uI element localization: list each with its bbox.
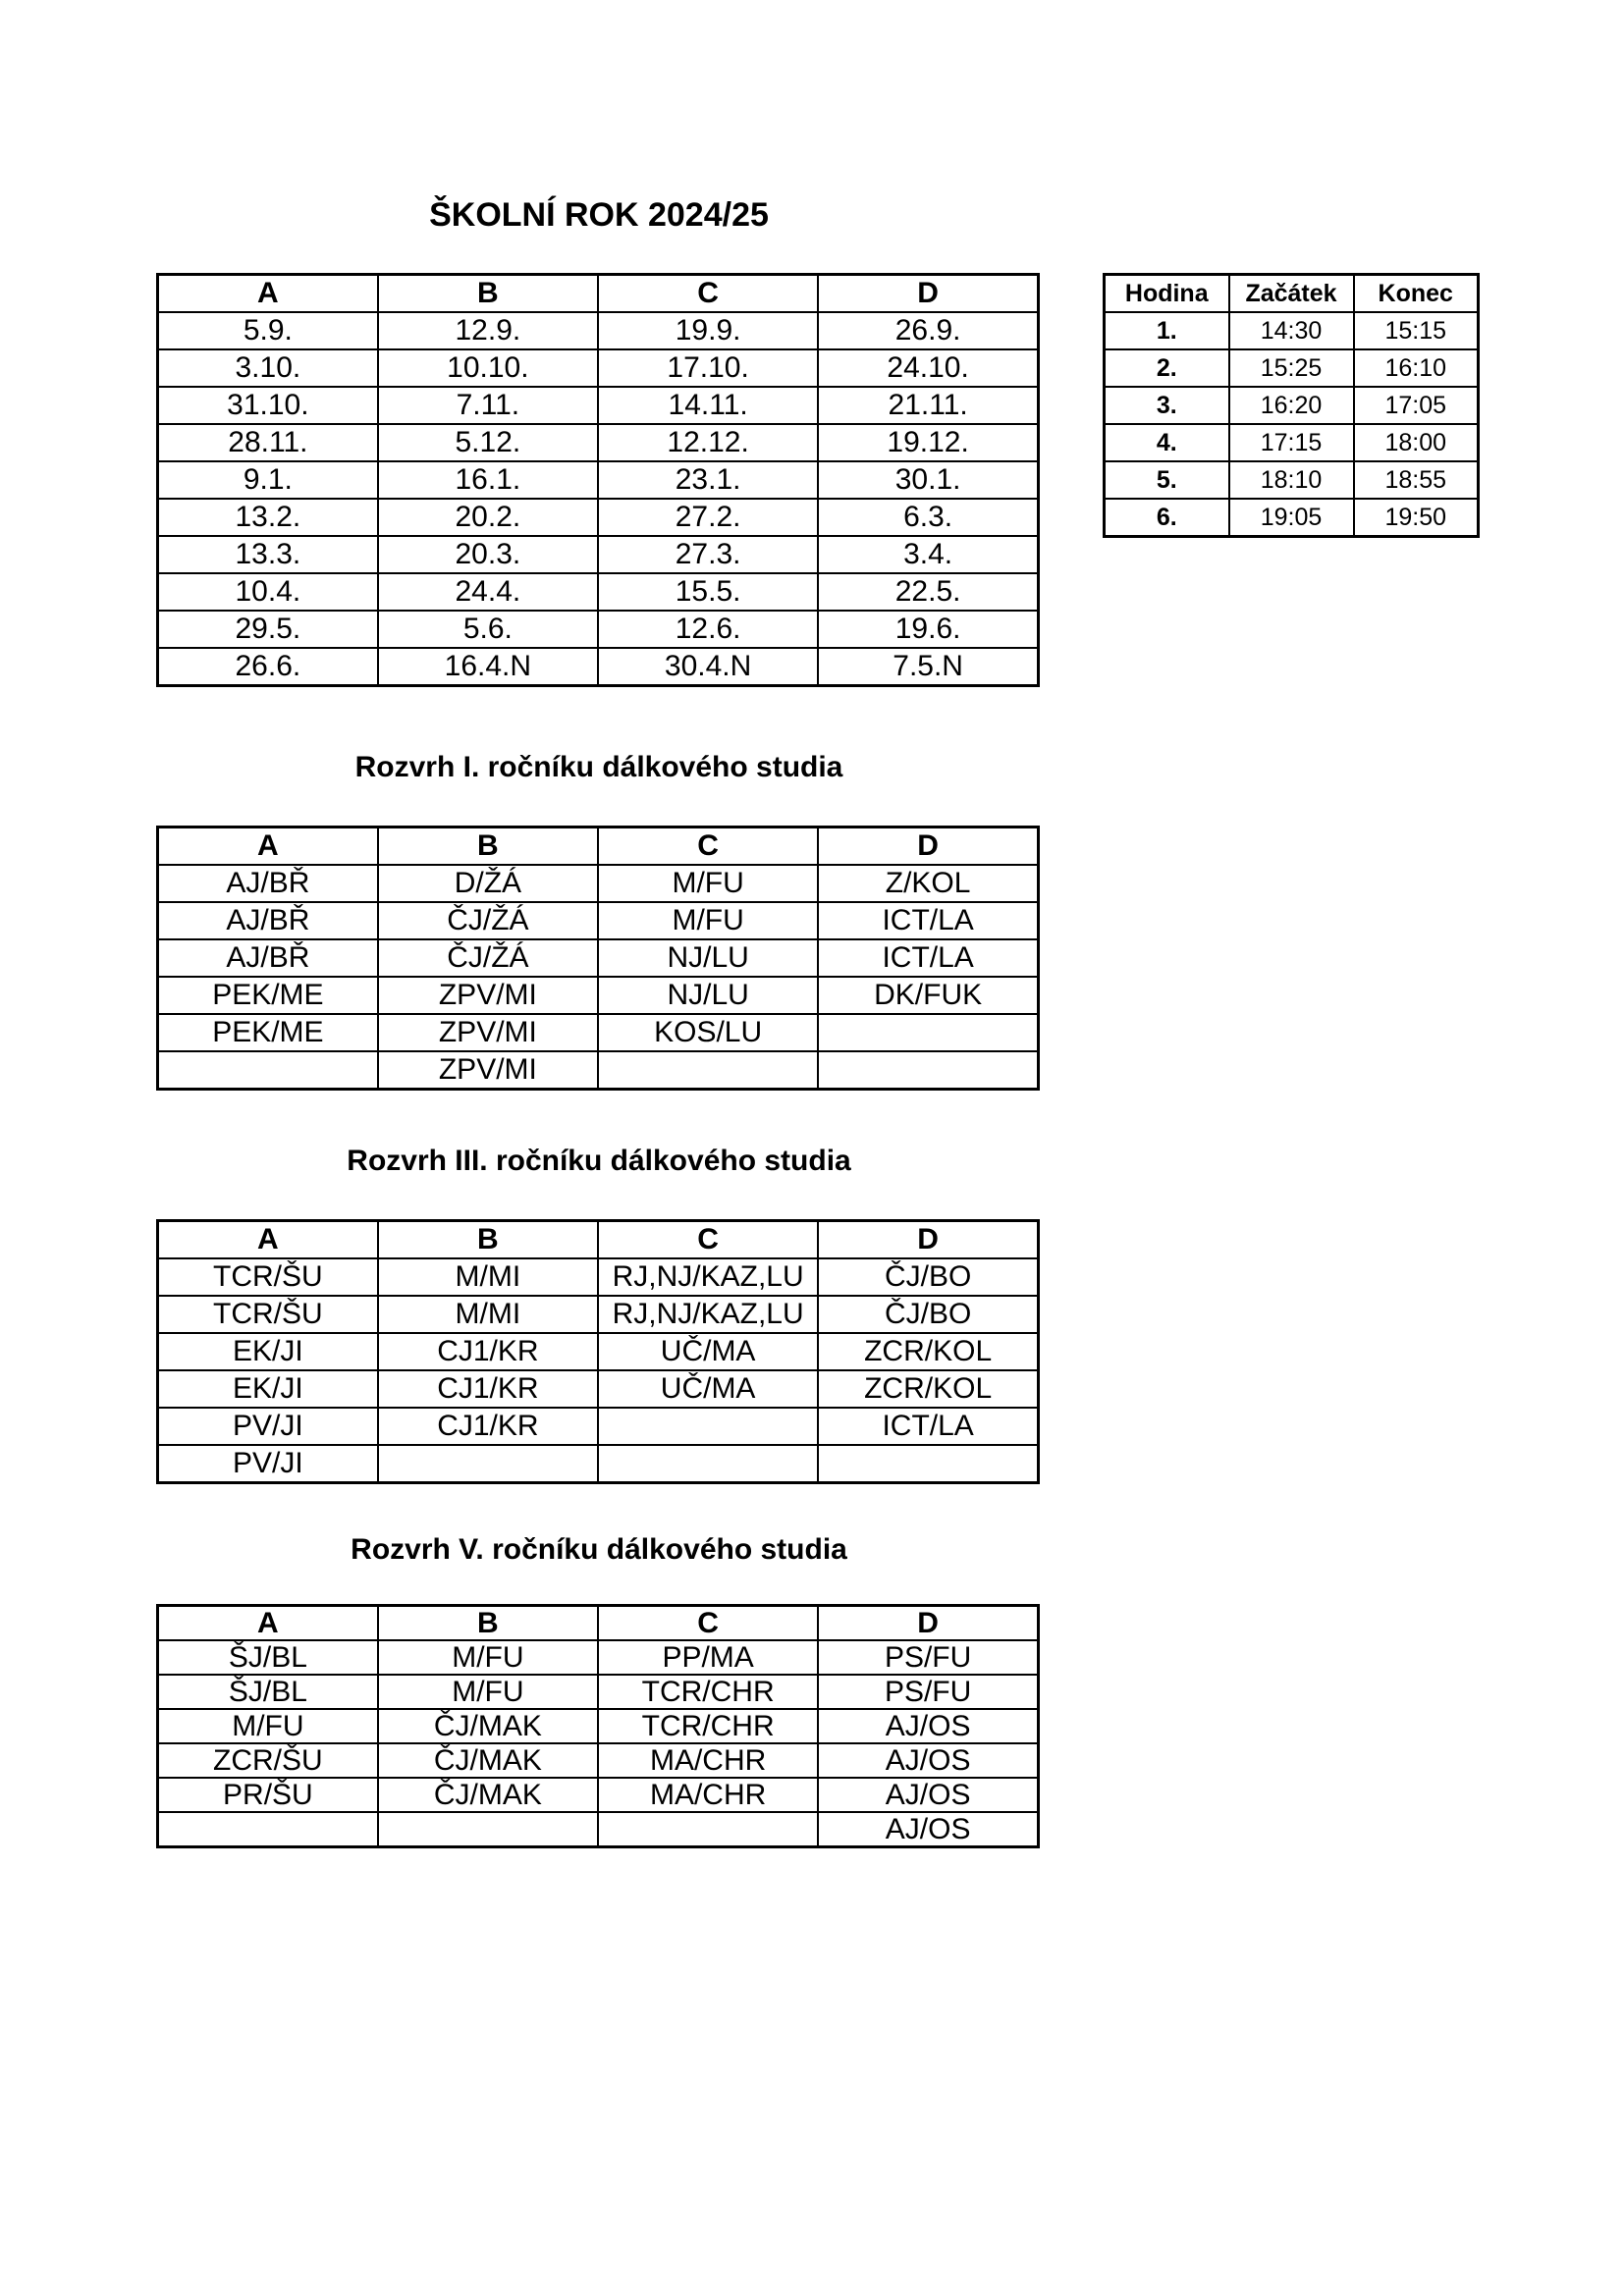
table-cell: 22.5. — [818, 573, 1038, 611]
table-cell: 16.1. — [378, 461, 598, 499]
column-header: D — [818, 828, 1038, 866]
table-cell — [818, 1445, 1038, 1483]
table-cell — [818, 1014, 1038, 1051]
table-header-row — [1105, 275, 1479, 313]
table-cell: EK/JI — [158, 1370, 378, 1408]
table-cell: AJ/BŘ — [158, 902, 378, 939]
table-cell: 23.1. — [598, 461, 818, 499]
column-header: C — [598, 1606, 818, 1641]
table-cell: PV/JI — [158, 1445, 378, 1483]
table-cell — [378, 1812, 598, 1847]
table-cell: 19.9. — [598, 312, 818, 349]
column-header: C — [598, 1221, 818, 1259]
table-row — [1105, 499, 1479, 537]
table-row — [158, 1675, 1039, 1709]
table-cell: Z/KOL — [818, 865, 1038, 902]
table-cell: 31.10. — [158, 387, 378, 424]
table-cell: 10.4. — [158, 573, 378, 611]
table-cell: M/FU — [378, 1675, 598, 1709]
table-cell: M/FU — [598, 865, 818, 902]
table-cell: ZCR/KOL — [818, 1333, 1038, 1370]
table-cell: 19.12. — [818, 424, 1038, 461]
rozvrh1-heading: Rozvrh I. ročníku dálkového studia — [354, 751, 843, 783]
table-cell: 3.4. — [818, 536, 1038, 573]
table-cell: ČJ/BO — [818, 1258, 1038, 1296]
table-cell: ZPV/MI — [378, 1051, 598, 1090]
table-cell: 6. — [1105, 499, 1229, 537]
column-header: B — [378, 1606, 598, 1641]
table-cell: 24.10. — [818, 349, 1038, 387]
table-cell: 20.3. — [378, 536, 598, 573]
table-cell: EK/JI — [158, 1333, 378, 1370]
table-cell: M/FU — [598, 902, 818, 939]
table-row — [158, 536, 1039, 573]
table-cell: 13.2. — [158, 499, 378, 536]
table-row — [1105, 424, 1479, 461]
table-cell: 14:30 — [1229, 312, 1354, 349]
column-header: D — [818, 1221, 1038, 1259]
table-cell: M/MI — [378, 1296, 598, 1333]
table-cell: TCR/ŠU — [158, 1258, 378, 1296]
table-cell: PV/JI — [158, 1408, 378, 1445]
table-row — [158, 1743, 1039, 1778]
table-cell — [598, 1408, 818, 1445]
column-header: D — [818, 275, 1038, 313]
table-cell: 12.12. — [598, 424, 818, 461]
table-row — [158, 865, 1039, 902]
table-cell: AJ/OS — [818, 1743, 1038, 1778]
table-cell: MA/CHR — [598, 1743, 818, 1778]
table-row — [158, 1445, 1039, 1483]
table-cell: ČJ/ŽÁ — [378, 939, 598, 977]
table-row — [158, 1333, 1039, 1370]
table-cell — [598, 1445, 818, 1483]
table-row — [158, 1640, 1039, 1675]
table-cell: UČ/MA — [598, 1333, 818, 1370]
table-row — [158, 461, 1039, 499]
table-row — [158, 902, 1039, 939]
table-row — [158, 1014, 1039, 1051]
column-header: D — [818, 1606, 1038, 1641]
table-cell: RJ,NJ/KAZ,LU — [598, 1296, 818, 1333]
table-cell — [158, 1812, 378, 1847]
table-cell: 6.3. — [818, 499, 1038, 536]
column-header: C — [598, 828, 818, 866]
column-header: Začátek — [1229, 275, 1354, 313]
table-row — [1105, 312, 1479, 349]
table-cell: ZCR/KOL — [818, 1370, 1038, 1408]
table-cell: 9.1. — [158, 461, 378, 499]
table-row — [158, 1709, 1039, 1743]
table-header-row — [158, 828, 1039, 866]
table-row — [158, 611, 1039, 648]
table-row — [158, 939, 1039, 977]
table-cell: UČ/MA — [598, 1370, 818, 1408]
table-cell: 30.1. — [818, 461, 1038, 499]
table-cell: 26.9. — [818, 312, 1038, 349]
table-cell: 15:15 — [1354, 312, 1479, 349]
table-cell: CJ1/KR — [378, 1333, 598, 1370]
table-cell: AJ/BŘ — [158, 865, 378, 902]
table-cell: ČJ/BO — [818, 1296, 1038, 1333]
rozvrh3-heading: Rozvrh III. ročníku dálkového studia — [347, 1145, 851, 1177]
table-row — [158, 1408, 1039, 1445]
table-header-row — [158, 1221, 1039, 1259]
rozvrh3-table — [156, 1219, 1040, 1484]
table-cell: D/ŽÁ — [378, 865, 598, 902]
table-row — [158, 349, 1039, 387]
table-cell: 5.6. — [378, 611, 598, 648]
table-cell: 10.10. — [378, 349, 598, 387]
table-cell: ČJ/MAK — [378, 1778, 598, 1812]
table-cell: 5. — [1105, 461, 1229, 499]
table-cell: 12.9. — [378, 312, 598, 349]
table-cell: AJ/OS — [818, 1812, 1038, 1847]
table-row — [158, 1296, 1039, 1333]
table-cell: 19:05 — [1229, 499, 1354, 537]
table-cell: DK/FUK — [818, 977, 1038, 1014]
table-cell: PS/FU — [818, 1675, 1038, 1709]
table-cell: 15.5. — [598, 573, 818, 611]
table-header-row — [158, 275, 1039, 313]
column-header: B — [378, 1221, 598, 1259]
table-cell: ŠJ/BL — [158, 1675, 378, 1709]
table-row — [1105, 461, 1479, 499]
table-row — [158, 1370, 1039, 1408]
table-cell: ŠJ/BL — [158, 1640, 378, 1675]
table-cell: 2. — [1105, 349, 1229, 387]
table-cell: AJ/BŘ — [158, 939, 378, 977]
table-cell: ICT/LA — [818, 939, 1038, 977]
table-cell: 4. — [1105, 424, 1229, 461]
table-cell: PS/FU — [818, 1640, 1038, 1675]
table-row — [158, 499, 1039, 536]
table-row — [158, 387, 1039, 424]
rozvrh5-table — [156, 1604, 1040, 1848]
table-cell: 24.4. — [378, 573, 598, 611]
table-cell: ICT/LA — [818, 902, 1038, 939]
table-cell — [378, 1445, 598, 1483]
table-row — [1105, 387, 1479, 424]
table-cell: 28.11. — [158, 424, 378, 461]
column-header: A — [158, 1606, 378, 1641]
table-cell: 16:10 — [1354, 349, 1479, 387]
table-cell: 17:05 — [1354, 387, 1479, 424]
table-cell: PP/MA — [598, 1640, 818, 1675]
table-cell: ZCR/ŠU — [158, 1743, 378, 1778]
hours-table — [1103, 273, 1480, 538]
table-cell: AJ/OS — [818, 1778, 1038, 1812]
table-cell: TCR/ŠU — [158, 1296, 378, 1333]
table-cell: 19:50 — [1354, 499, 1479, 537]
table-cell: PEK/ME — [158, 1014, 378, 1051]
table-cell: 14.11. — [598, 387, 818, 424]
column-header: B — [378, 275, 598, 313]
table-cell: ICT/LA — [818, 1408, 1038, 1445]
table-cell: 20.2. — [378, 499, 598, 536]
table-cell: PEK/ME — [158, 977, 378, 1014]
rozvrh5-heading: Rozvrh V. ročníku dálkového studia — [351, 1533, 847, 1566]
table-cell: M/FU — [158, 1709, 378, 1743]
column-header: A — [158, 828, 378, 866]
table-cell: 18:10 — [1229, 461, 1354, 499]
table-row — [158, 424, 1039, 461]
table-cell — [158, 1051, 378, 1090]
table-cell: 12.6. — [598, 611, 818, 648]
table-cell: 16.4.N — [378, 648, 598, 686]
table-row — [1105, 349, 1479, 387]
table-cell: 3. — [1105, 387, 1229, 424]
table-row — [158, 1812, 1039, 1847]
table-cell: 18:00 — [1354, 424, 1479, 461]
table-cell: ČJ/MAK — [378, 1743, 598, 1778]
table-row — [158, 977, 1039, 1014]
table-cell: M/FU — [378, 1640, 598, 1675]
table-cell: TCR/CHR — [598, 1675, 818, 1709]
table-cell: 3.10. — [158, 349, 378, 387]
table-cell: 18:55 — [1354, 461, 1479, 499]
table-cell: ZPV/MI — [378, 1014, 598, 1051]
table-row — [158, 1258, 1039, 1296]
table-cell: 27.3. — [598, 536, 818, 573]
table-row — [158, 648, 1039, 686]
table-cell: 7.5.N — [818, 648, 1038, 686]
table-row — [158, 312, 1039, 349]
column-header: Hodina — [1105, 275, 1229, 313]
table-row — [158, 573, 1039, 611]
table-cell: 15:25 — [1229, 349, 1354, 387]
table-cell: CJ1/KR — [378, 1370, 598, 1408]
table-cell: 13.3. — [158, 536, 378, 573]
table-cell: MA/CHR — [598, 1778, 818, 1812]
page-title: ŠKOLNÍ ROK 2024/25 — [429, 196, 769, 234]
table-cell: AJ/OS — [818, 1709, 1038, 1743]
table-cell: PR/ŠU — [158, 1778, 378, 1812]
table-row — [158, 1778, 1039, 1812]
table-cell: NJ/LU — [598, 977, 818, 1014]
table-cell: 16:20 — [1229, 387, 1354, 424]
table-cell: M/MI — [378, 1258, 598, 1296]
rozvrh1-table — [156, 826, 1040, 1091]
table-cell — [598, 1812, 818, 1847]
table-cell: CJ1/KR — [378, 1408, 598, 1445]
table-cell — [598, 1051, 818, 1090]
table-cell: 19.6. — [818, 611, 1038, 648]
table-cell: TCR/CHR — [598, 1709, 818, 1743]
table-cell: 17:15 — [1229, 424, 1354, 461]
column-header: C — [598, 275, 818, 313]
table-cell: 26.6. — [158, 648, 378, 686]
table-cell: ČJ/MAK — [378, 1709, 598, 1743]
dates-table — [156, 273, 1040, 687]
table-cell: ČJ/ŽÁ — [378, 902, 598, 939]
table-cell: RJ,NJ/KAZ,LU — [598, 1258, 818, 1296]
table-cell: NJ/LU — [598, 939, 818, 977]
column-header: A — [158, 275, 378, 313]
table-cell: 21.11. — [818, 387, 1038, 424]
table-cell: 5.12. — [378, 424, 598, 461]
table-cell: ZPV/MI — [378, 977, 598, 1014]
table-cell: 5.9. — [158, 312, 378, 349]
table-cell: 17.10. — [598, 349, 818, 387]
table-cell: 30.4.N — [598, 648, 818, 686]
table-cell: 7.11. — [378, 387, 598, 424]
table-cell: KOS/LU — [598, 1014, 818, 1051]
column-header: B — [378, 828, 598, 866]
table-cell: 27.2. — [598, 499, 818, 536]
table-header-row — [158, 1606, 1039, 1641]
column-header: A — [158, 1221, 378, 1259]
table-row — [158, 1051, 1039, 1090]
table-cell — [818, 1051, 1038, 1090]
column-header: Konec — [1354, 275, 1479, 313]
table-cell: 29.5. — [158, 611, 378, 648]
table-cell: 1. — [1105, 312, 1229, 349]
